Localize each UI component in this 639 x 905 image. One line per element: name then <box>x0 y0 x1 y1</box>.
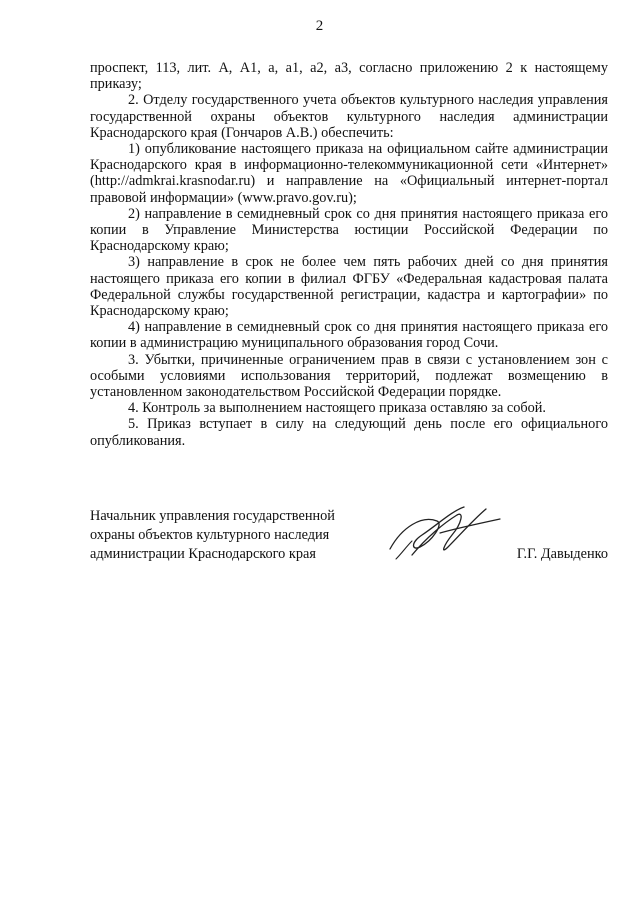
signer-name: Г.Г. Давыденко <box>516 546 608 562</box>
paragraph-item-3: 3. Убытки, причиненные ограничением прав в связи с установлением зон с особыми условиями использования территорий, подлежат возмещению в установленном законодательством Российской Федерации порядке. <box>90 351 608 401</box>
signer-title-line: администрации Краснодарского края <box>90 546 316 562</box>
document-body <box>90 60 608 449</box>
paragraph-subitem-3: 3) направление в срок не более чем пять рабочих дней со дня принятия настоящего приказа его копии в филиал ФГБУ «Федеральная кадастровая палата Федеральной службы государственной регистрации, кадастра и картографии» по Краснодарскому краю; <box>90 254 608 320</box>
paragraph-continuation: проспект, 113, лит. А, А1, а, а1, а2, а3, согласно приложению 2 к настоящему приказу; <box>90 60 608 93</box>
page-number: 2 <box>315 18 324 34</box>
paragraph-item-2: 2. Отделу государственного учета объектов культурного наследия управления государственной охраны объектов культурного наследия администрации Краснодарского края (Гончаров А.В.) обеспечить: <box>90 92 608 141</box>
paragraph-subitem-4: 4) направление в семидневный срок со дня принятия настоящего приказа его копии в администрацию муниципального образования город Сочи. <box>90 319 608 352</box>
paragraph-subitem-1: 1) опубликование настоящего приказа на официальном сайте администрации Краснодарского края в информационно-телекоммуникационной сети «Интернет» (http://admkrai.krasnodar.ru) и направление на «Официальный интернет-портал правовой информации» (www.pravo.gov.ru); <box>90 141 608 206</box>
signer-title-line: Начальник управления государственной <box>90 508 335 524</box>
handwritten-signature <box>382 497 512 567</box>
paragraph-item-5: 5. Приказ вступает в силу на следующий день после его официального опубликования. <box>90 416 608 449</box>
signer-title <box>90 507 370 564</box>
signer-title-line: охраны объектов культурного наследия <box>90 527 330 543</box>
paragraph-subitem-2: 2) направление в семидневный срок со дня принятия настоящего приказа его копии в Управление Министерства юстиции Российской Федерации по Краснодарскому краю; <box>90 205 608 255</box>
paragraph-item-4: 4. Контроль за выполнением настоящего приказа оставляю за собой. <box>128 400 547 417</box>
signature-block <box>90 507 608 567</box>
